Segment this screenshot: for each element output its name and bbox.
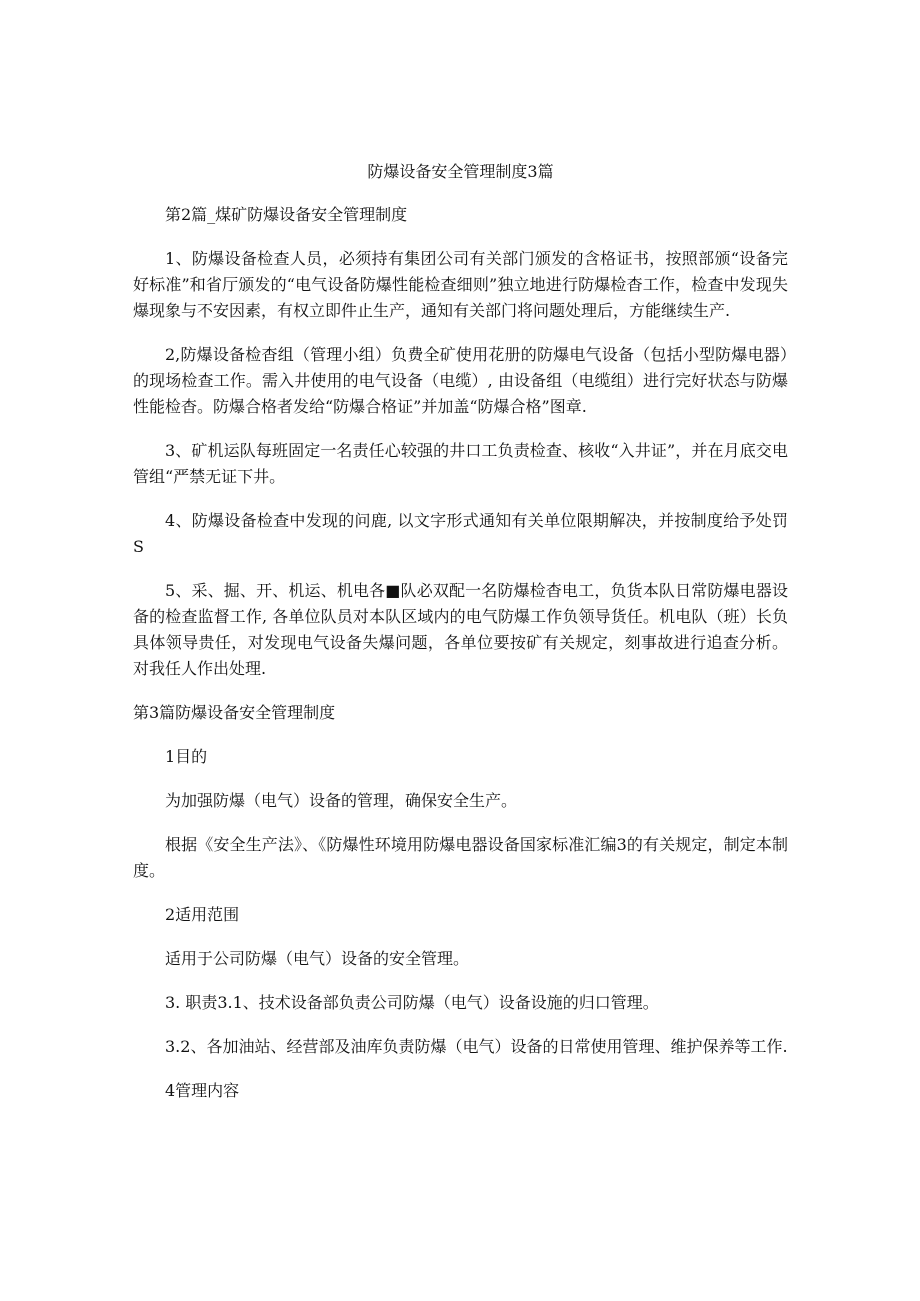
paragraph-purpose: 为加强防爆（电气）设备的管理，确保安全生产。 bbox=[165, 791, 518, 810]
section-heading-part-3: 第3篇防爆设备安全管理制度 bbox=[133, 703, 336, 722]
subheading-management: 4管理内容 bbox=[165, 1081, 240, 1100]
paragraph-duties-3-1: 3. 职责3.1、技术设备部负责公司防爆（电气）设备设施的归口管理。 bbox=[165, 993, 659, 1012]
paragraph-basis: 根据《安全生产法》、《防爆性环境用防爆电器设备国家标准汇编3的有关规定，制定本制度。 bbox=[133, 835, 788, 880]
paragraph-item-1: 1、防爆设备检查人员，必须持有集团公司有关部门颁发的含格证书，按照部颁“设备完好标准”和省厅颁发的“电气设备防爆性能检查细则”独立地进行防爆检杳工作，检查中发现失爆现象与不安因素，有权立即件止生产，通知有关部门将问题处理后，方能继续生产. bbox=[133, 249, 788, 320]
paragraph-item-4: 4、防爆设备检查中发现的问鹿, 以文字形式通知有关单位限期解决，并按制度给予处罚S bbox=[133, 511, 788, 556]
paragraph-item-2: 2,防爆设备检杳组（管理小组）负费全矿使用花册的防爆电气设备（包括小型防爆电器）的现场检查工作。需入井使用的电气设备（电缆）, 由设备组（电缆组）进行完好状态与防爆性能检杳。防爆合格者发给“防爆合格证”并加盖“防爆合格”图章. bbox=[133, 345, 788, 416]
paragraph-duties-3-2: 3.2、各加油站、经营部及油库负责防爆（电气）设备的日常使用管理、维护保养等工作. bbox=[165, 1037, 788, 1056]
subheading-scope: 2适用范围 bbox=[165, 905, 240, 924]
section-heading-part-2: 第2篇_煤矿防爆设备安全管理制度 bbox=[165, 205, 408, 224]
paragraph-item-3: 3、矿机运队每班固定一名责任心较强的井口工负责检查、核收“入井证”，并在月底交电管组“严禁无证下井。 bbox=[133, 441, 788, 486]
document-page bbox=[133, 160, 788, 1122]
paragraph-scope: 适用于公司防爆（电气）设备的安全管理。 bbox=[165, 949, 470, 968]
subheading-purpose: 1目的 bbox=[165, 747, 208, 766]
paragraph-item-5: 5、采、掘、开、机运、机电各■队必双配一名防爆检杳电工，负货本队日常防爆电器设备的检查监督工作, 各单位队员对本队区域内的电气防爆工作负领导货任。机电队（班）长负具体领导贵任，对发现电气设备失爆问题，各单位要按矿有关规定，刻事故进行追查分析。对我任人作出处理. bbox=[133, 581, 788, 678]
document-title: 防爆设备安全管理制度3篇 bbox=[367, 162, 554, 181]
